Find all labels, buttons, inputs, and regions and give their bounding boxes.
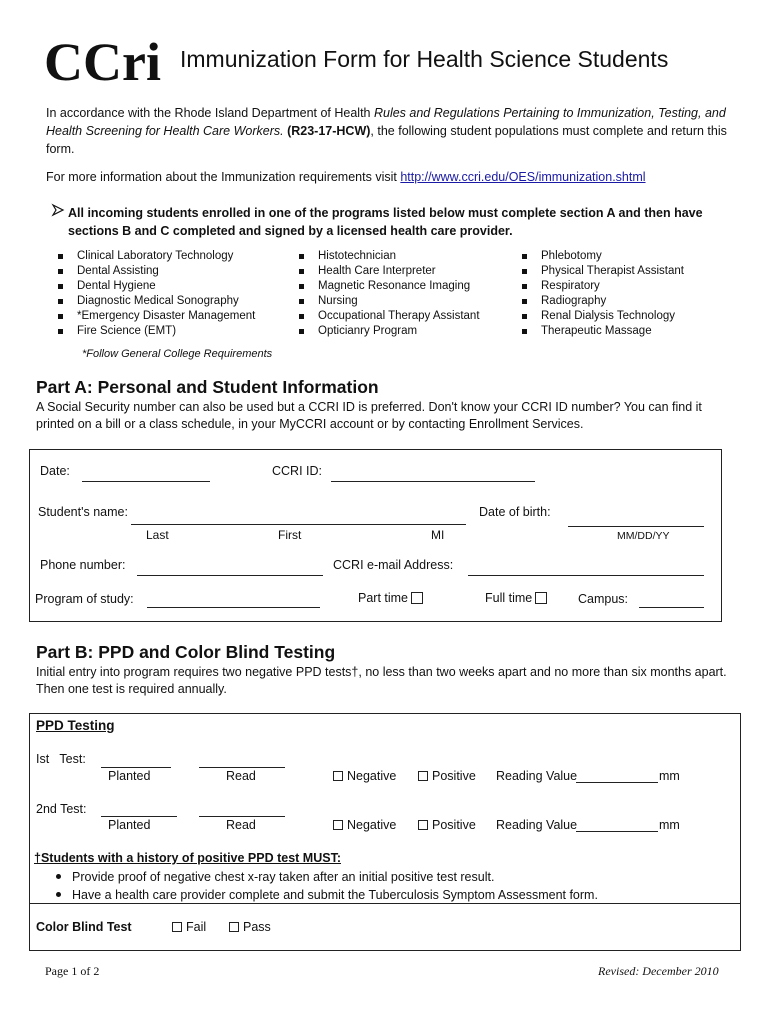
page-number: Page 1 of 2 xyxy=(45,964,100,978)
intro-rules-title: Rules and Regulations Pertaining to Immunization, Testing, and Health Screening for Health Care Workers. xyxy=(46,106,726,138)
last-name-label: Last xyxy=(146,528,169,542)
intro-text-1: In accordance with the Rhode Island Department of Health xyxy=(46,106,374,120)
pass-checkbox[interactable] xyxy=(229,922,239,932)
ccri-logo xyxy=(44,32,161,92)
program-item: Physical Therapist Assistant xyxy=(520,264,684,279)
program-item: Radiography xyxy=(520,294,684,309)
more-info-text: For more information about the Immunization requirements visit xyxy=(46,170,401,184)
program-column-3 xyxy=(520,249,684,339)
program-footnote: *Follow General College Requirements xyxy=(82,348,273,360)
ppd-testing-heading: PPD Testing xyxy=(36,718,115,733)
color-blind-box xyxy=(29,903,741,951)
program-column-2 xyxy=(297,249,480,339)
positive-history-heading: †Students with a history of positive PPD test MUST: xyxy=(34,851,341,865)
list-item: Have a health care provider complete and submit the Tuberculosis Symptom Assessment form. xyxy=(46,886,726,904)
dob-field[interactable] xyxy=(568,526,704,527)
program-item: Diagnostic Medical Sonography xyxy=(56,294,255,309)
test-2-mm-label: mm xyxy=(659,818,680,832)
arrow-bullet-icon xyxy=(52,204,64,216)
list-item: Provide proof of negative chest x-ray taken after an initial positive test result. xyxy=(46,868,726,886)
test-1-read-label: Read xyxy=(226,769,256,783)
test-1-positive-option[interactable] xyxy=(418,769,476,783)
program-item: Opticianry Program xyxy=(297,324,480,339)
program-item: Dental Hygiene xyxy=(56,279,255,294)
program-item: Therapeutic Massage xyxy=(520,324,684,339)
test-1-reading-value-label: Reading Value xyxy=(496,769,578,783)
part-b-heading: Part B: PPD and Color Blind Testing xyxy=(36,642,336,662)
test-2-read-field[interactable] xyxy=(199,816,285,817)
test-1-negative-checkbox[interactable] xyxy=(333,771,343,781)
color-blind-label: Color Blind Test xyxy=(36,920,132,934)
test-1-reading-value-field[interactable] xyxy=(576,782,658,783)
test-1-planted-field[interactable] xyxy=(101,767,171,768)
intro-code: (R23-17-HCW) xyxy=(283,124,371,138)
student-name-label: Student's name: xyxy=(38,505,128,519)
color-blind-pass-option[interactable] xyxy=(229,920,271,934)
pass-label: Pass xyxy=(243,920,271,934)
part-a-description: A Social Security number can also be used but a CCRI ID is preferred. Don't know your CCRI ID number? You can find it printed on a bill or a class schedule, in your MyCCRI account or by contacting Enrollment Services. xyxy=(36,400,702,431)
test-2-positive-checkbox[interactable] xyxy=(418,820,428,830)
instruction xyxy=(52,204,742,240)
student-name-field[interactable] xyxy=(131,524,466,525)
program-item: Renal Dialysis Technology xyxy=(520,309,684,324)
page-title: Immunization Form for Health Science Students xyxy=(180,46,669,72)
program-item: Occupational Therapy Assistant xyxy=(297,309,480,324)
program-of-study-label: Program of study: xyxy=(35,592,134,606)
fail-label: Fail xyxy=(186,920,207,934)
part-b-description: Initial entry into program requires two negative PPD tests†, no less than two weeks apart and no more than six months apart. Then one test is required annually. xyxy=(36,665,727,696)
test-1-positive-checkbox[interactable] xyxy=(418,771,428,781)
program-item: Fire Science (EMT) xyxy=(56,324,255,339)
test-2-negative-option[interactable] xyxy=(333,818,396,832)
email-label: CCRI e-mail Address: xyxy=(333,558,454,572)
program-item: Respiratory xyxy=(520,279,684,294)
negative-label: Negative xyxy=(347,769,397,783)
test-2-negative-checkbox[interactable] xyxy=(333,820,343,830)
intro-paragraph xyxy=(46,104,736,158)
test-2-read-label: Read xyxy=(226,818,256,832)
program-item: Clinical Laboratory Technology xyxy=(56,249,255,264)
test-1-mm-label: mm xyxy=(659,769,680,783)
test-2-reading-value-label: Reading Value xyxy=(496,818,578,832)
full-time-label: Full time xyxy=(485,591,533,605)
positive-label: Positive xyxy=(432,769,476,783)
test-2-positive-option[interactable] xyxy=(418,818,476,832)
positive-history-list xyxy=(46,868,726,904)
ccri-id-label: CCRI ID: xyxy=(272,464,322,478)
logo-text: CCri xyxy=(44,32,161,92)
program-item: Histotechnician xyxy=(297,249,480,264)
program-item: Phlebotomy xyxy=(520,249,684,264)
first-name-label: First xyxy=(278,528,302,542)
program-item: Nursing xyxy=(297,294,480,309)
program-item: Health Care Interpreter xyxy=(297,264,480,279)
full-time-option[interactable] xyxy=(485,591,547,605)
middle-initial-label: MI xyxy=(431,528,445,542)
negative-label: Negative xyxy=(347,818,397,832)
instruction-text: All incoming students enrolled in one of the programs listed below must complete section A and then have sections B and C completed and signed by a licensed health care provider. xyxy=(68,206,703,238)
positive-label: Positive xyxy=(432,818,476,832)
test-2-planted-label: Planted xyxy=(108,818,151,832)
test-1-planted-label: Planted xyxy=(108,769,151,783)
program-item: Dental Assisting xyxy=(56,264,255,279)
part-time-checkbox[interactable] xyxy=(411,592,423,604)
date-label: Date: xyxy=(40,464,70,478)
test-1-negative-option[interactable] xyxy=(333,769,396,783)
test-1-label: Ist Test: xyxy=(36,752,86,766)
full-time-checkbox[interactable] xyxy=(535,592,547,604)
test-2-reading-value-field[interactable] xyxy=(576,831,658,832)
more-info-line xyxy=(46,170,646,184)
revised-date: Revised: December 2010 xyxy=(598,964,719,978)
program-of-study-field[interactable] xyxy=(147,607,320,608)
part-time-option[interactable] xyxy=(358,591,423,605)
immunization-link[interactable]: http://www.ccri.edu/OES/immunization.shtml xyxy=(400,170,646,184)
phone-label: Phone number: xyxy=(40,558,126,572)
fail-checkbox[interactable] xyxy=(172,922,182,932)
dob-label: Date of birth: xyxy=(479,505,551,519)
test-2-label: 2nd Test: xyxy=(36,802,87,816)
ccri-id-field[interactable] xyxy=(331,481,535,482)
phone-field[interactable] xyxy=(137,575,323,576)
campus-field[interactable] xyxy=(639,607,704,608)
program-item: Magnetic Resonance Imaging xyxy=(297,279,480,294)
email-field[interactable] xyxy=(468,575,704,576)
part-time-label: Part time xyxy=(358,591,409,605)
test-1-read-field[interactable] xyxy=(199,767,285,768)
program-item: *Emergency Disaster Management xyxy=(56,309,255,324)
color-blind-fail-option[interactable] xyxy=(172,920,206,934)
program-column-1 xyxy=(56,249,255,339)
test-2-planted-field[interactable] xyxy=(101,816,177,817)
date-field[interactable] xyxy=(82,481,210,482)
dob-format: MM/DD/YY xyxy=(617,530,670,542)
part-a-heading: Part A: Personal and Student Information xyxy=(36,377,379,397)
intro-text-2: , the following student populations must complete and return this form. xyxy=(46,124,727,156)
campus-label: Campus: xyxy=(578,592,629,606)
